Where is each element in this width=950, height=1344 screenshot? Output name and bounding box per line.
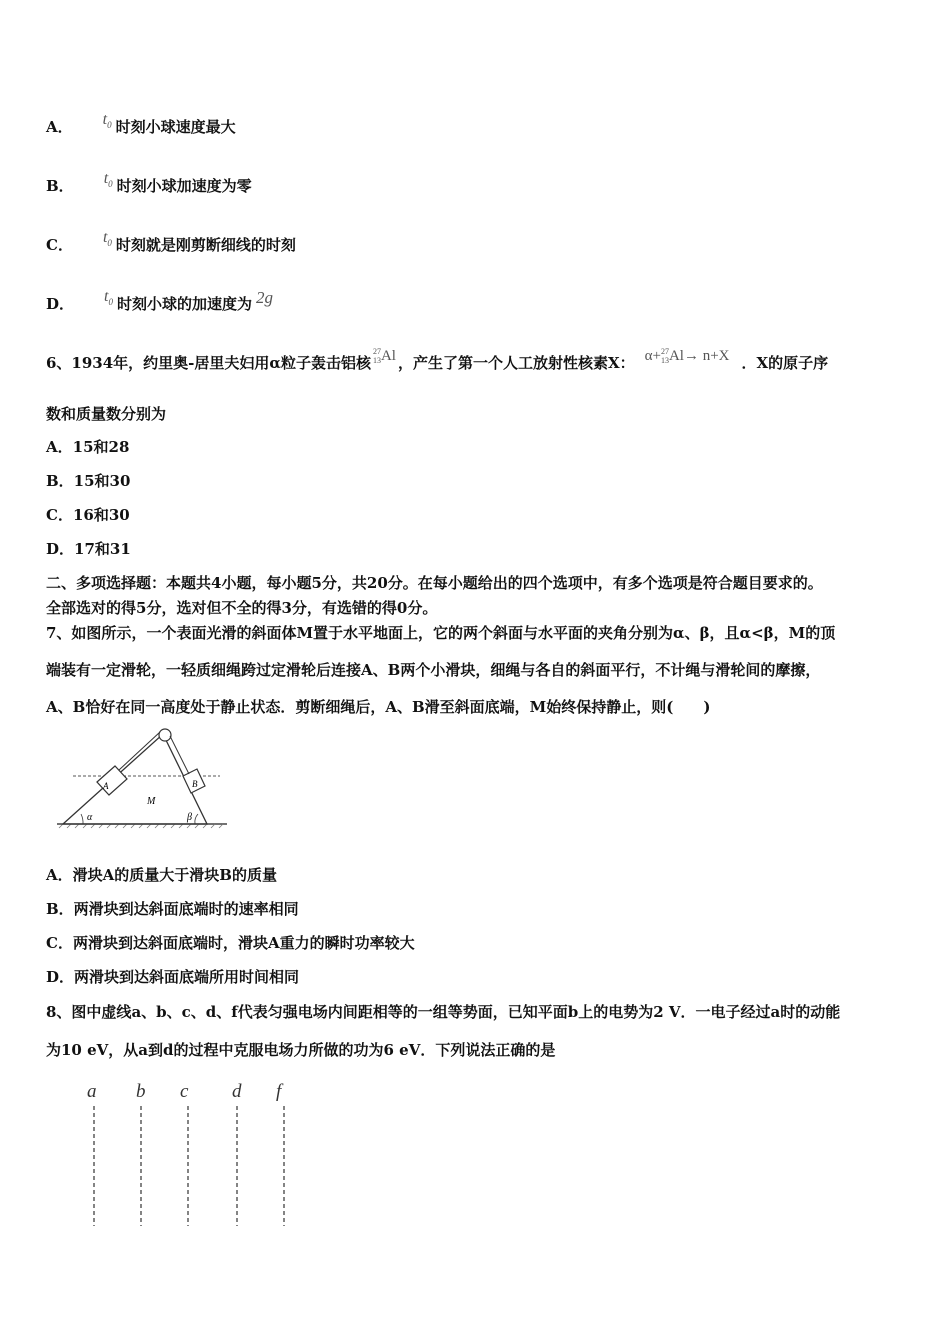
nuclear-reaction: α+$^{27}_{13}$Al→ n+X <box>644 347 730 365</box>
q7-option-a: A．滑块A的质量大于滑块B的质量 <box>46 866 277 884</box>
plane-label-b: b <box>136 1081 146 1102</box>
plane-label-a: a <box>87 1081 97 1102</box>
label-b: B <box>192 779 198 789</box>
q7-option-d: D．两滑块到达斜面底端所用时间相同 <box>46 968 300 986</box>
incline-figure <box>55 724 230 832</box>
q6-option-a: A．15和28 <box>46 438 130 456</box>
q7-option-c: C．两滑块到达斜面底端时，滑块A重力的瞬时功率较大 <box>46 934 415 952</box>
al-nucleus: $^{27}_{13}$Al <box>372 347 396 365</box>
q6-stem-line2: 数和质量数分别为 <box>46 405 167 423</box>
label-beta: β <box>187 812 192 823</box>
t0-symbol: $t_0$ <box>104 288 113 308</box>
section2-scoring: 全部选对的得5分，选对但不全的得3分，有选错的得0分。 <box>46 599 438 617</box>
q8-stem-line2: 为10 eV，从a到d的过程中克服电场力所做的功为6 eV．下列说法正确的是 <box>46 1041 556 1059</box>
q6-option-c: C．16和30 <box>46 506 130 524</box>
q7-option-b: B．两滑块到达斜面底端时的速率相同 <box>46 900 299 918</box>
q7-stem-line1: 7、如图所示，一个表面光滑的斜面体M置于水平地面上，它的两个斜面与水平面的夹角分别为α、β，且α<β，M的顶 <box>46 624 836 642</box>
t0-symbol: $t_0$ <box>102 229 112 249</box>
plane-label-d: d <box>232 1081 242 1102</box>
label-a: A <box>103 781 109 791</box>
t0-symbol: $t_0$ <box>103 170 113 190</box>
label-alpha: α <box>87 812 93 823</box>
section2-heading: 二、多项选择题：本题共4小题，每小题5分，共20分。在每小题给出的四个选项中，有多个选项是符合题目要求的。 <box>46 574 823 592</box>
equipotential-figure <box>80 1076 300 1232</box>
q5-option-c: C． $t_0$ 时刻就是刚剪断细线的时刻 <box>46 229 296 254</box>
label-m: M <box>147 796 156 807</box>
q5-option-d: D． $t_0$ 时刻小球的加速度为 2g <box>46 288 273 313</box>
q6-option-b: B．15和30 <box>46 472 131 490</box>
q7-stem-line3: A、B恰好在同一高度处于静止状态．剪断细绳后，A、B滑至斜面底端，M始终保持静止，则( ) <box>46 698 711 716</box>
rope-left <box>119 732 160 770</box>
q7-stem-line2: 端装有一定滑轮，一轻质细绳跨过定滑轮后连接A、B两个小滑块，细绳与各自的斜面平行，不计绳与滑轮间的摩擦， <box>46 661 821 679</box>
two-g: 2g <box>255 288 273 307</box>
pulley <box>159 729 171 741</box>
q5-option-b: B． $t_0$ 时刻小球加速度为零 <box>46 170 252 195</box>
angle-alpha-arc <box>81 814 83 824</box>
q6-stem-line1: 6、1934年，约里奥-居里夫妇用α粒子轰击铝核$^{27}_{13}$Al ，产生了第一个人工放射性核素X： α+$^{27}_{13}$Al→ n+X ．X的原子序 <box>46 347 829 372</box>
q5-option-a: A． $t_0$ 时刻小球速度最大 <box>46 111 236 136</box>
q8-stem-line1: 8、图中虚线a、b、c、d、f代表匀强电场内间距相等的一组等势面，已知平面b上的电势为2 V．一电子经过a时的动能 <box>46 1003 841 1021</box>
angle-beta-arc <box>195 814 198 824</box>
t0-symbol: $t_0$ <box>102 111 112 131</box>
q6-option-d: D．17和31 <box>46 540 131 558</box>
plane-label-f: f <box>276 1081 282 1102</box>
plane-label-c: c <box>180 1081 189 1102</box>
